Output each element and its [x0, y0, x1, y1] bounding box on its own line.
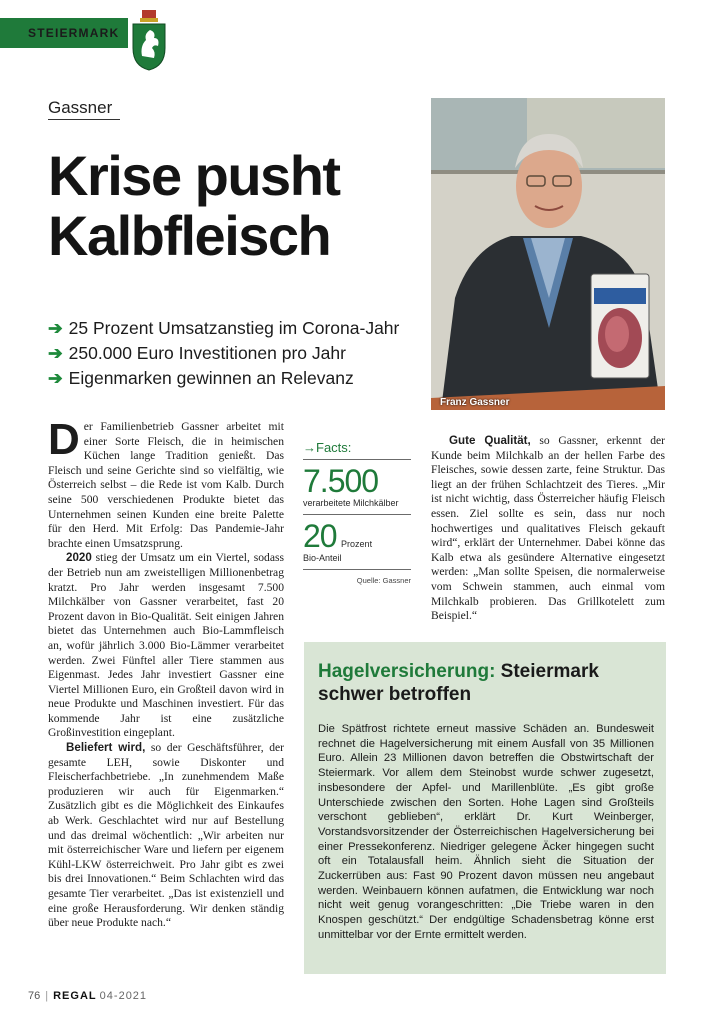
drop-cap: D	[48, 415, 80, 464]
headline-bullets	[48, 316, 428, 391]
article-column-3	[431, 434, 665, 624]
footer-separator: |	[45, 990, 49, 1002]
sidebar-text: Die Spätfrost richtete erneut massive Schäden an. Bundesweit rechnet die Hagelversicherung mit einem Ausfall von 35 Millionen Euro. Allein 23 Millionen davon betreffen die Obstwirtschaft der Steiermark. Vor allem dem Steinobst wurde schwer zugesetzt, insbesondere der Apfel- und Marillenblüte. „Es gibt große Unterschiede zwischen den Sorten. Hohe Lagen sind Großteils verschont geblieben“, erklärt Dr. Kurt Weinberger, Vorstandsvorsitzender der Österreichischen Hagelversicherung bei einer Pressekonferenz. Niedriger gelegene Äcker hingegen sucht oft ein Totalausfall heim. Ähnlich sieht die Situation der Zuckerrüben aus: Fast 90 Prozent davon müssen neu angebaut werden. Weinbauern können aufatmen, die Entwicklung war noch nicht weit genug vorangeschritten: „Die Triebe waren in den Knospen geschützt.“ Der endgültige Schadensbetrag könne erst unmittelbar vor der Ernte ermittelt werden.	[318, 723, 654, 941]
bullet-item: ➔ Eigenmarken gewinnen an Relevanz	[48, 368, 354, 388]
kicker-underline	[48, 119, 120, 120]
facts-title: →Facts:	[303, 440, 411, 460]
steiermark-crest-icon	[130, 8, 168, 72]
fact-value: 7.500	[303, 463, 379, 499]
arrow-right-icon: ➔	[48, 368, 63, 388]
article-headline: Krise pusht Kalbfleisch	[48, 144, 340, 267]
page-footer	[28, 990, 147, 1002]
facts-source: Quelle: Gassner	[356, 576, 411, 585]
paragraph: Der Familienbetrieb Gassner arbeitet mit einer Sorte Fleisch, die in heimischen Küchen lange Tradition genießt. Das Fleisch und seine Gerichte sind so vielfältig, wie Österreich selbst – die Rede ist vom Kalb. Durch seine 500 verschiedenen Produkte bietet das Unternehmen seinen Kunden eine breite Palette für den Herd. Mit Erfolg: Das Pandemie-Jahr brachte einen Umsatzsprung.	[48, 415, 284, 550]
bullet-item: ➔ 25 Prozent Umsatzanstieg im Corona-Jahr	[48, 318, 400, 338]
article-column-1	[48, 415, 284, 931]
fact-unit: Bio-Anteil	[303, 553, 342, 563]
page-number: 76	[28, 990, 41, 1002]
arrow-right-icon: ➔	[48, 318, 63, 338]
sidebar-headline: Hagelversicherung: Steiermark schwer betroffen	[318, 661, 599, 705]
issue-number: 04-2021	[99, 990, 148, 1002]
fact-unit-side: Prozent	[341, 539, 373, 549]
facts-box	[303, 440, 411, 585]
paragraph: 2020 stieg der Umsatz um ein Viertel, sodass der Betrieb nun am zweistelligen Millionenbetrag kratzt. Pro Jahr werden insgesamt 7.500 Milchkälber von Gassner verarbeitet, fast 20 Prozent davon in Bio-Qualität. Seit einigen Jahren bietet das Unternehmen auch Bio-Lammfleisch an, wofür jährlich 3.000 Bio-Lämmer verarbeitet werden. Zwei Fünftel aller Tiere stammen aus Eigenmast. Jedes Jahr investiert Gassner eine Viertel Millionen Euro, ein Großteil davon wird in neue Produkte und Maschinen investiert. Für das kommende Jahr ist eine zusätzliche Großinvestition eingeplant.	[48, 551, 284, 740]
fact-item	[303, 515, 411, 570]
photo-caption: Franz Gassner	[440, 397, 510, 408]
magazine-brand: REGAL	[53, 990, 97, 1002]
fact-item	[303, 460, 411, 515]
fact-unit: verarbeitete Milchkälber	[303, 498, 399, 508]
bullet-item: ➔ 250.000 Euro Investitionen pro Jahr	[48, 343, 346, 363]
paragraph: Gute Qualität, so Gassner, erkennt der Kunde beim Milchkalb an der hellen Farbe des Fleisches, sowie dessen zarte, feine Struktur. Das liegt an der frühen Schlachtzeit des Tieres. „Mir ist nicht wichtig, dass Österreicher häufig Fleisch essen. Ziel sollte es sein, dass nur noch hochwertiges und qualitatives Fleisch gekauft wird“, erklärt der Unternehmer. Dabei könne das Kalb etwa als gesündere Alternative eingesetzt werden: „Man sollte Speisen, die normalerweise vom Schwein stammen, auch einmal vom Milchkalb probieren. Das Grillkotelett zum Beispiel.“	[431, 434, 666, 623]
region-label: STEIERMARK	[28, 26, 120, 40]
article-kicker: Gassner	[48, 98, 113, 117]
arrow-right-icon: ➔	[48, 343, 63, 363]
portrait-photo	[431, 98, 665, 410]
paragraph: Beliefert wird, so der Geschäftsführer, der gesamte LEH, sowie Diskonter und Fleischerfachbetriebe. „In zunehmendem Maße produzieren wir auch für Eigenmarken.“ Zusätzlich gibt es die Möglichkeit des Einkaufes ab Werk. Geschlachtet wird nur auf Bestellung und das dreimal wöchentlich: „Wir arbeiten nur mit österreichischer Ware und liefern per eigenem Kühl-LKW österreichweit. Pro Jahr gibt es zwei bis drei Innovationen.“ Beim Schlachten wird das gesamte Tier verarbeitet. „Das ist existenziell und eine große Herausforderung. Wir denken ständig über neue Produkte nach.“	[48, 741, 284, 930]
fact-value: 20	[303, 518, 337, 554]
